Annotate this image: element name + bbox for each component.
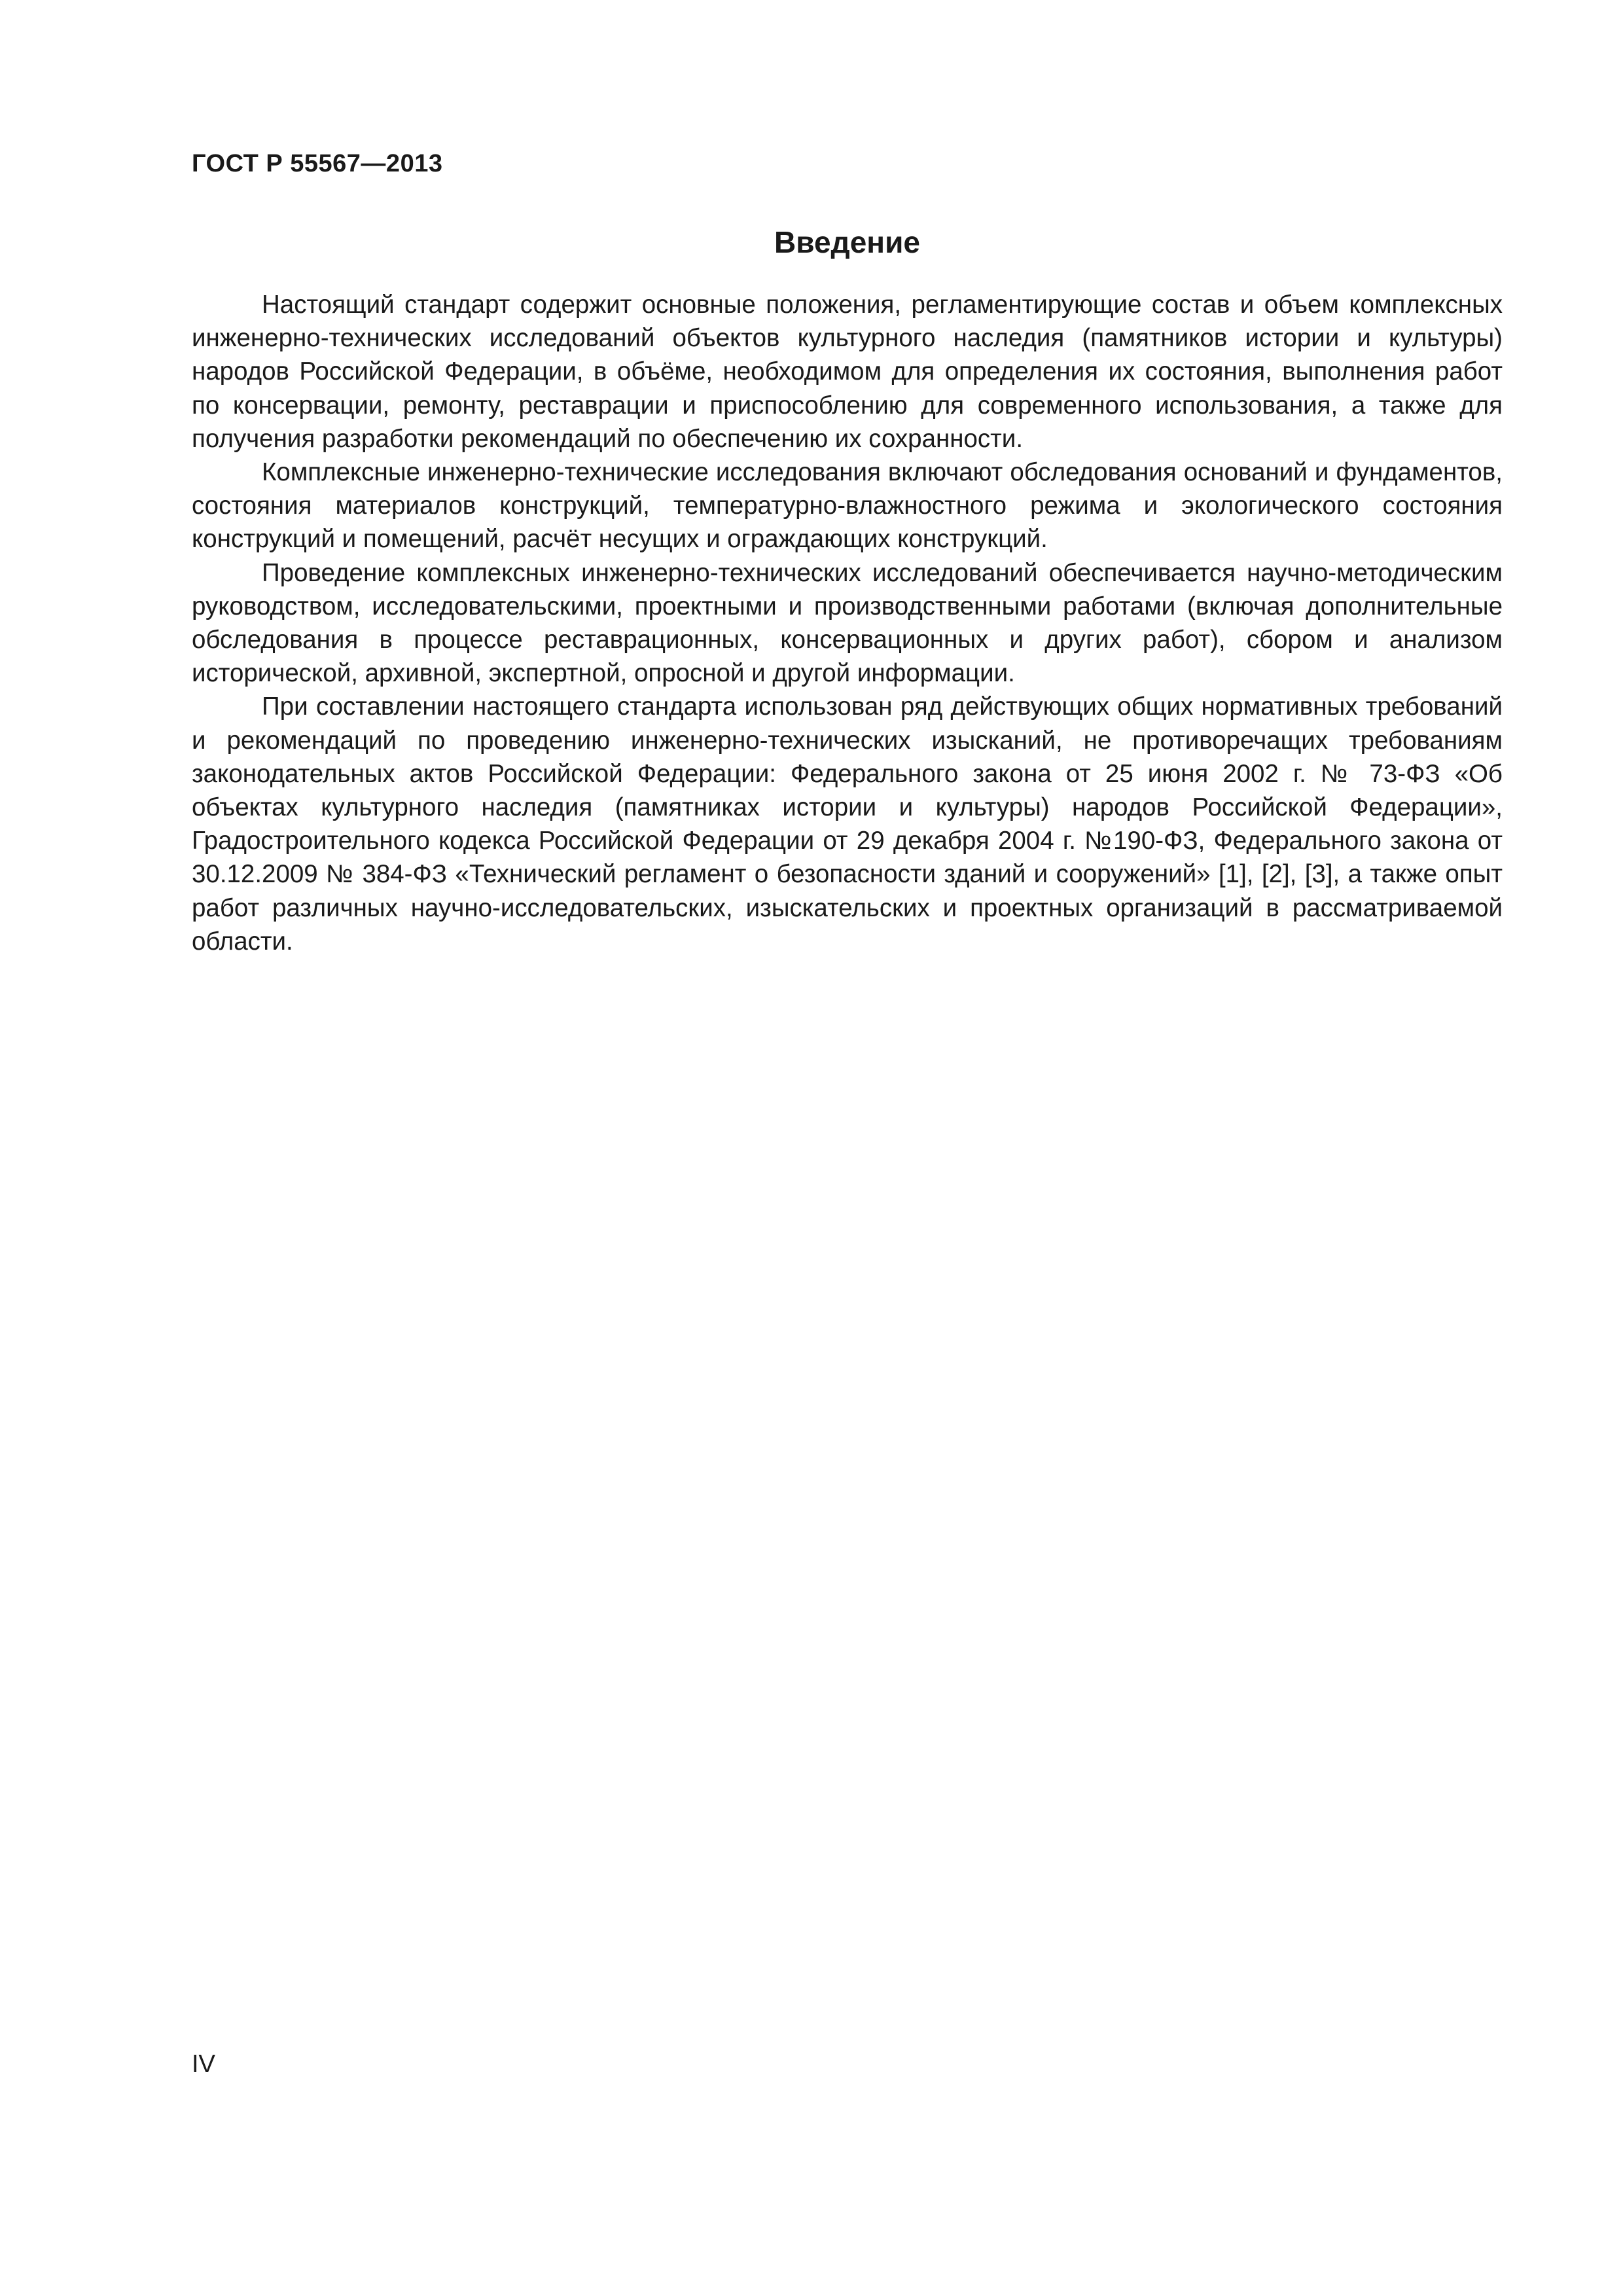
page-number: IV: [192, 2051, 215, 2078]
document-code: ГОСТ Р 55567—2013: [192, 150, 443, 177]
introduction-body: [192, 288, 1503, 958]
paragraph-research-conduct: Проведение комплексных инженерно-технических исследований обеспечивается научно-методическим руководством, исследовательскими, проектными и производственными работами (включая дополнительные обследования в процессе реставрационных, консервационных и других работ), сбором и анализом исторической, архивной, экспертной, опросной и другой информации.: [192, 558, 1503, 688]
paragraph-research-content: Комплексные инженерно-технические исследования включают обследования оснований и фундаментов, состояния материалов конструкций, температурно-влажностного режима и экологического состояния конструкций и помещений, расчёт несущих и ограждающих конструкций.: [192, 458, 1503, 554]
paragraph-normative-basis: При составлении настоящего стандарта использован ряд действующих общих нормативных требований и рекомендаций по проведению инженерно-технических изысканий, не противоречащих требованиям законодательных актов Российской Федерации: Федерального закона от 25 июня 2002 г. № 73-ФЗ «Об объектах культурного наследия (памятниках истории и культуры) народов Российской Федерации», Градостроительного кодекса Российской Федерации от 29 декабря 2004 г. №190-ФЗ, Федерального закона от 30.12.2009 № 384-ФЗ «Технический регламент о безопасности зданий и сооружений» [1], [2], [3], а также опыт работ различных научно-исследовательских, изыскательских и проектных организаций в рассматриваемой области.: [192, 692, 1503, 956]
paragraph-scope: Настоящий стандарт содержит основные положения, регламентирующие состав и объем комплексных инженерно-технических исследований объектов культурного наследия (памятников истории и культуры) народов Российской Федерации, в объёме, необходимом для определения их состояния, выполнения работ по консервации, ремонту, реставрации и приспособлению для современного использования, а также для получения разработки рекомендаций по обеспечению их сохранности.: [192, 291, 1503, 453]
section-title: Введение: [774, 225, 920, 259]
